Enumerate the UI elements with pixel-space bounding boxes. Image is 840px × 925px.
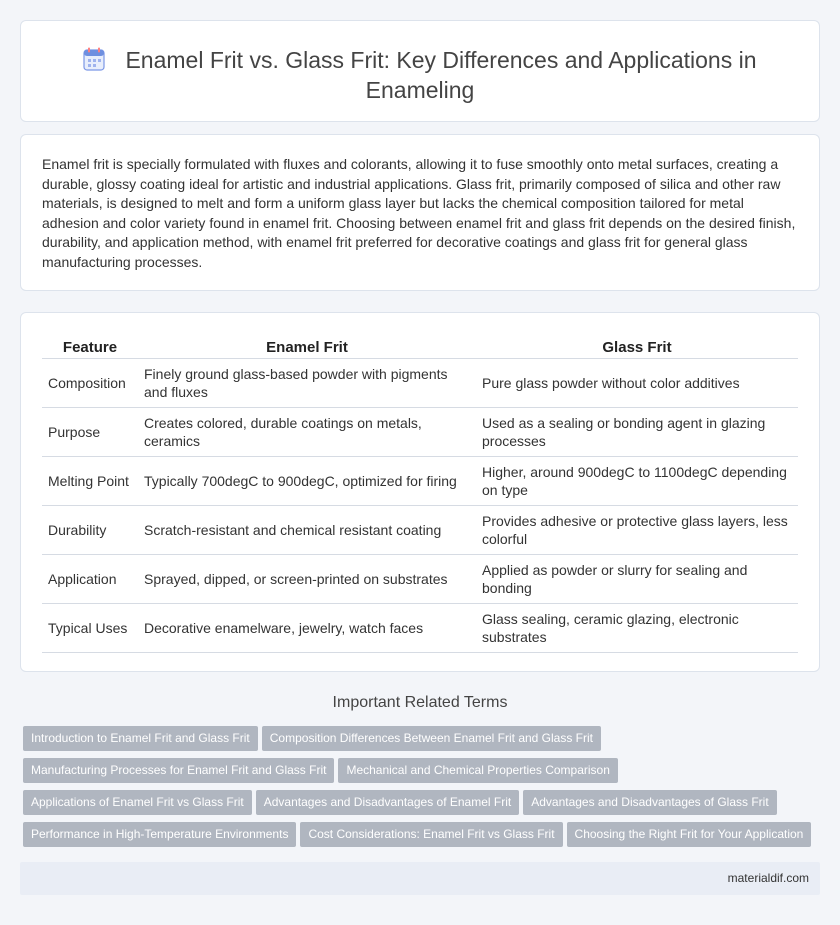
page-title: Enamel Frit vs. Glass Frit: Key Differences and Applications in Enameling xyxy=(125,47,757,103)
table-row xyxy=(42,407,798,456)
table-row xyxy=(42,554,798,603)
intro-card xyxy=(20,134,820,291)
header-feature: Feature xyxy=(42,333,138,358)
footer-site-link[interactable]: materialdif.com xyxy=(727,871,809,885)
related-term-tag[interactable]: Cost Considerations: Enamel Frit vs Glass Frit xyxy=(300,822,562,847)
tag-row xyxy=(23,726,823,758)
related-term-tag[interactable]: Composition Differences Between Enamel Frit and Glass Frit xyxy=(262,726,601,751)
related-term-tag[interactable]: Choosing the Right Frit for Your Application xyxy=(567,822,812,847)
feature-cell: Purpose xyxy=(42,407,138,456)
enamel-frit-cell: Decorative enamelware, jewelry, watch faces xyxy=(138,603,476,652)
feature-cell: Durability xyxy=(42,505,138,554)
header-glass-frit: Glass Frit xyxy=(476,333,798,358)
related-term-tag[interactable]: Mechanical and Chemical Properties Comparison xyxy=(338,758,617,783)
glass-frit-cell: Glass sealing, ceramic glazing, electronic substrates xyxy=(476,603,798,652)
related-terms-list xyxy=(23,726,823,854)
feature-cell: Melting Point xyxy=(42,456,138,505)
glass-frit-cell: Applied as powder or slurry for sealing and bonding xyxy=(476,554,798,603)
table-row xyxy=(42,603,798,652)
enamel-frit-cell: Scratch-resistant and chemical resistant coating xyxy=(138,505,476,554)
related-term-tag[interactable]: Manufacturing Processes for Enamel Frit and Glass Frit xyxy=(23,758,334,783)
related-term-tag[interactable]: Advantages and Disadvantages of Glass Frit xyxy=(523,790,776,815)
comparison-table-card xyxy=(20,312,820,672)
tag-row xyxy=(23,822,823,854)
comparison-table xyxy=(42,333,798,653)
glass-frit-cell: Higher, around 900degC to 1100degC depending on type xyxy=(476,456,798,505)
tag-row xyxy=(23,790,823,822)
glass-frit-cell: Used as a sealing or bonding agent in glazing processes xyxy=(476,407,798,456)
table-row xyxy=(42,505,798,554)
title-wrap xyxy=(61,45,779,105)
enamel-frit-cell: Sprayed, dipped, or screen-printed on substrates xyxy=(138,554,476,603)
related-terms-heading: Important Related Terms xyxy=(332,694,508,711)
table-row xyxy=(42,456,798,505)
related-term-tag[interactable]: Introduction to Enamel Frit and Glass Frit xyxy=(23,726,258,751)
related-term-tag[interactable]: Advantages and Disadvantages of Enamel Frit xyxy=(256,790,519,815)
feature-cell: Composition xyxy=(42,358,138,407)
header-enamel-frit: Enamel Frit xyxy=(138,333,476,358)
enamel-frit-cell: Finely ground glass-based powder with pigments and fluxes xyxy=(138,358,476,407)
glass-frit-cell: Pure glass powder without color additives xyxy=(476,358,798,407)
enamel-frit-cell: Typically 700degC to 900degC, optimized for firing xyxy=(138,456,476,505)
feature-cell: Application xyxy=(42,554,138,603)
table-header-row xyxy=(42,333,798,358)
feature-cell: Typical Uses xyxy=(42,603,138,652)
related-term-tag[interactable]: Applications of Enamel Frit vs Glass Frit xyxy=(23,790,252,815)
enamel-frit-cell: Creates colored, durable coatings on metals, ceramics xyxy=(138,407,476,456)
related-term-tag[interactable]: Performance in High-Temperature Environments xyxy=(23,822,296,847)
tag-row xyxy=(23,758,823,790)
calendar-icon xyxy=(83,47,105,71)
title-card xyxy=(20,20,820,122)
glass-frit-cell: Provides adhesive or protective glass layers, less colorful xyxy=(476,505,798,554)
footer-bar xyxy=(20,862,820,895)
intro-paragraph: Enamel frit is specially formulated with fluxes and colorants, allowing it to fuse smoothly onto metal surfaces, creating a durable, glossy coating ideal for artistic and industrial applications. Glass frit, primarily composed of silica and other raw materials, is designed to melt and form a uniform glass layer but lacks the chemical composition tailored for metal adhesion and color variety found in enamel frit. Choosing between enamel frit and glass frit depends on the desired finish, durability, and application method, with enamel frit preferred for decorative coatings and glass frit for general glass manufacturing processes. xyxy=(42,156,796,270)
table-row xyxy=(42,358,798,407)
